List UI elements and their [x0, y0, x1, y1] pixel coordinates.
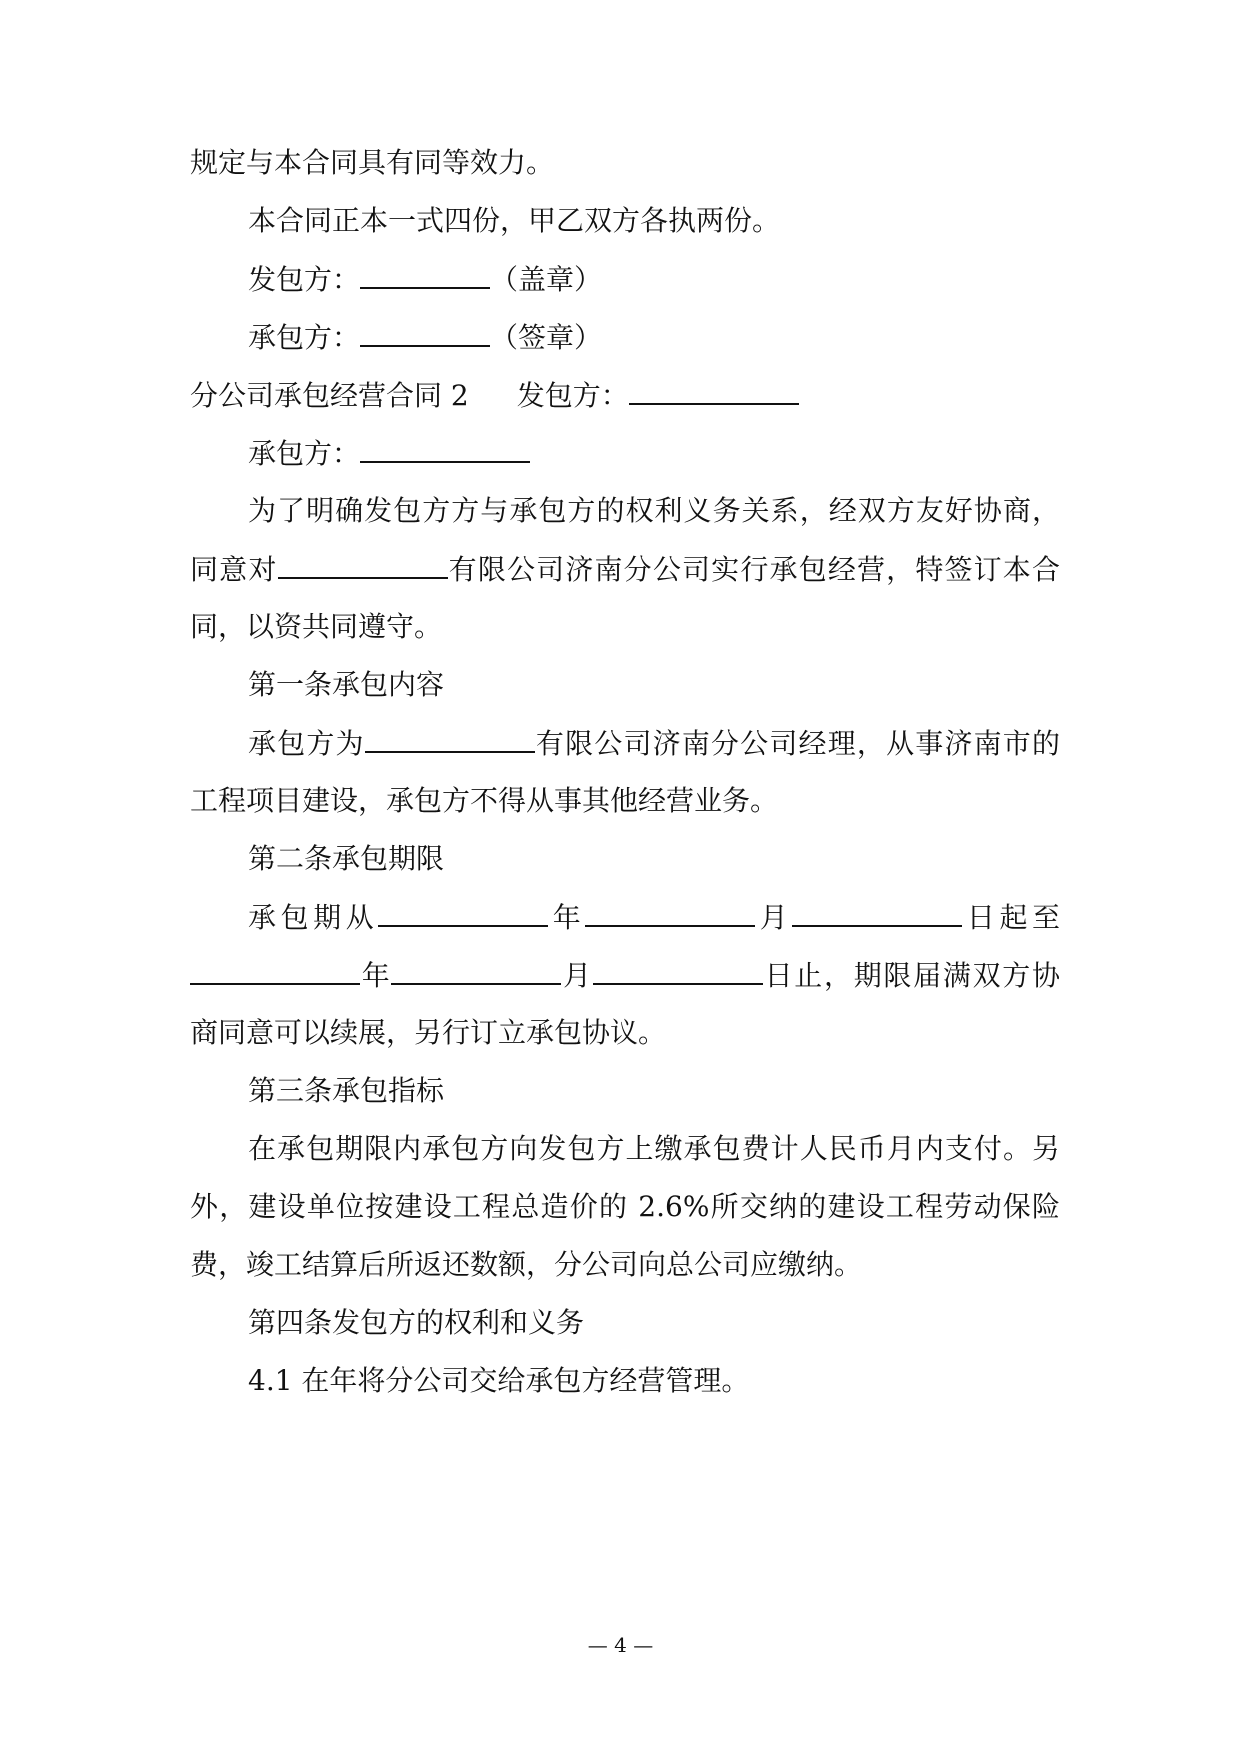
text-segment: 承包方为	[248, 727, 365, 760]
label: 发包方：	[248, 263, 361, 296]
blank-field	[792, 897, 962, 927]
contractor-sign-line	[248, 317, 1060, 358]
text-line: 规定与本合同具有同等效力。	[190, 146, 555, 179]
text-segment: 年	[548, 901, 586, 934]
text-line	[248, 723, 1060, 764]
blank-field	[360, 259, 490, 289]
text-line: 同，以资共同遵守。	[190, 610, 443, 643]
blank-field	[278, 549, 448, 579]
section-heading: 第二条承包期限	[248, 842, 445, 875]
blank-field	[585, 897, 755, 927]
text-line: 4.1 在年将分公司交给承包方经营管理。	[248, 1364, 750, 1397]
text-line	[248, 897, 1060, 938]
label: 承包方：	[248, 437, 361, 470]
text-segment: 日止，期限届满双方协	[762, 959, 1060, 992]
text-line: 在承包期限内承包方向发包方上缴承包费计人民币月内支付。另	[248, 1132, 1060, 1165]
contract-title: 分公司承包经营合同 2	[190, 379, 469, 412]
issuer-seal-line	[248, 259, 1060, 300]
contractor-line	[248, 433, 1060, 474]
text-segment: 承包期从	[248, 901, 379, 934]
text-segment: 年	[360, 959, 392, 992]
blank-field	[360, 433, 530, 463]
blank-field	[391, 955, 561, 985]
blank-field	[360, 317, 490, 347]
text-segment: 同意对	[190, 553, 278, 586]
text-segment: 月	[755, 901, 793, 934]
section-heading: 第四条发包方的权利和义务	[248, 1306, 585, 1339]
text-line: 工程项目建设，承包方不得从事其他经营业务。	[190, 784, 779, 817]
section-heading: 第三条承包指标	[248, 1074, 445, 1107]
text-segment: 有限公司济南分公司经理，从事济南市的	[534, 727, 1060, 760]
text-line	[190, 955, 1060, 996]
text-segment: 月	[561, 959, 593, 992]
label: 承包方：	[248, 321, 361, 354]
label: （盖章）	[490, 263, 603, 296]
page-number: — 4 —	[587, 1633, 654, 1657]
blank-field	[365, 723, 535, 753]
blank-field	[378, 897, 548, 927]
text-line: 外，建设单位按建设工程总造价的 2.6%所交纳的建设工程劳动保险	[190, 1190, 1060, 1223]
text-segment: 日起至	[962, 901, 1060, 934]
blank-field	[190, 955, 360, 985]
text-segment: 有限公司济南分公司实行承包经营，特签订本合	[447, 553, 1060, 586]
text-line: 本合同正本一式四份，甲乙双方各执两份。	[248, 204, 781, 237]
text-line: 费，竣工结算后所返还数额，分公司向总公司应缴纳。	[190, 1248, 863, 1281]
text-line: 为了明确发包方方与承包方的权利义务关系，经双方友好协商，	[248, 494, 1060, 527]
label: （签章）	[490, 321, 603, 354]
label: 发包方：	[516, 379, 629, 412]
blank-field	[629, 375, 799, 405]
contract-title-line	[190, 375, 1060, 416]
text-line: 商同意可以续展，另行订立承包协议。	[190, 1016, 667, 1049]
blank-field	[593, 955, 763, 985]
text-line	[190, 549, 1060, 590]
section-heading: 第一条承包内容	[248, 668, 445, 701]
